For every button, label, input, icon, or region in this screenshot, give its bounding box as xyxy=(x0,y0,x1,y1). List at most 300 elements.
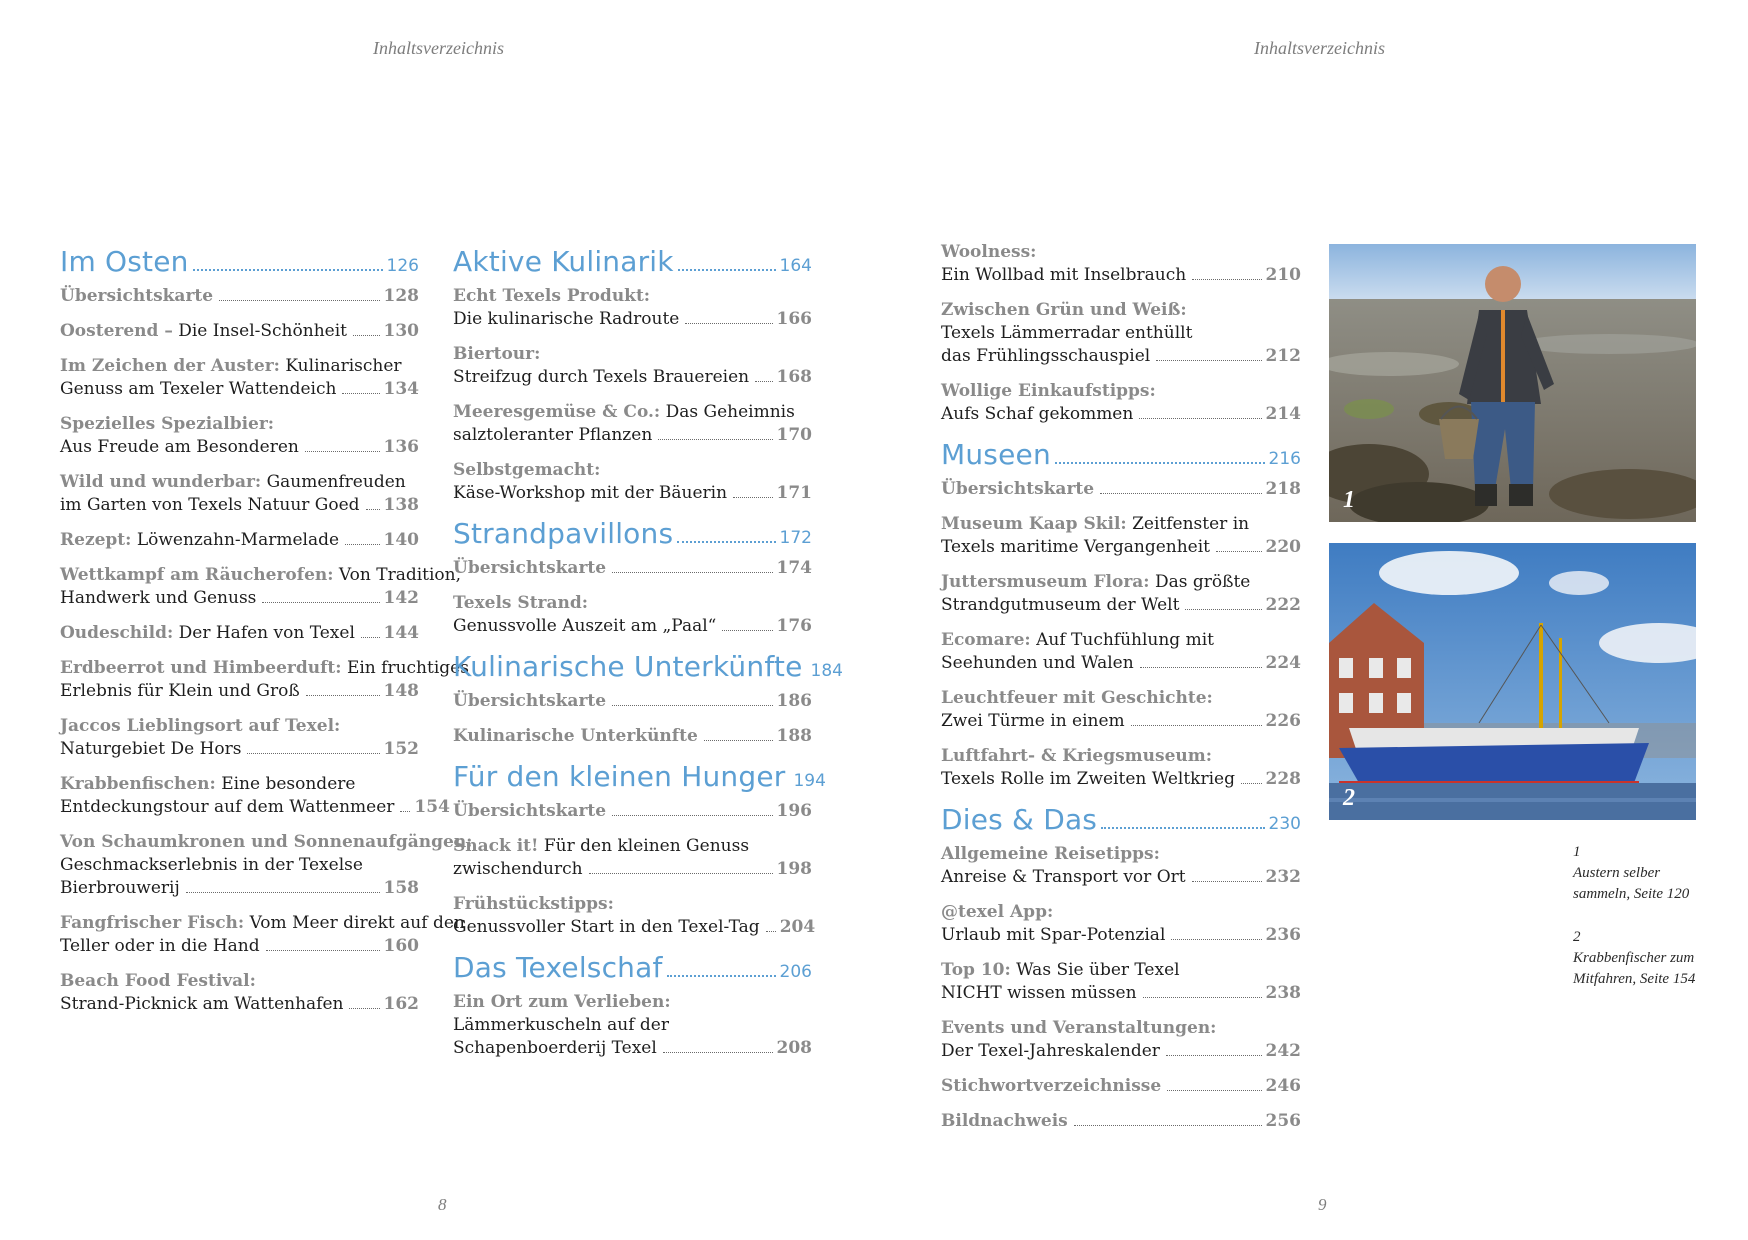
running-head-left: Inhaltsverzeichnis xyxy=(373,38,504,58)
entry-text: zwischendurch xyxy=(453,859,583,879)
entry-page-number: 162 xyxy=(383,994,419,1014)
entry-label: Rezept: xyxy=(60,530,132,550)
entry-text: Geschmackserlebnis in der Texelse xyxy=(60,855,363,875)
toc-entry[interactable] xyxy=(941,513,1301,559)
dot-leader xyxy=(366,509,380,510)
toc-section xyxy=(453,951,812,1060)
toc-entry[interactable] xyxy=(453,800,812,823)
entry-page-number: 228 xyxy=(1265,769,1301,789)
toc-entry-line xyxy=(941,478,1301,501)
entry-page-number: 246 xyxy=(1265,1076,1301,1096)
toc-section xyxy=(453,245,812,505)
entry-text: Die kulinarische Radroute xyxy=(453,309,680,329)
entry-page-number: 204 xyxy=(779,917,816,937)
entry-label: Übersichtskarte xyxy=(453,558,607,578)
entry-page-number: 176 xyxy=(776,616,812,636)
entry-label: Oudeschild: xyxy=(60,623,174,643)
entry-page-number: 214 xyxy=(1265,404,1301,424)
toc-entry-line xyxy=(60,831,473,854)
toc-entry-line xyxy=(941,1040,1301,1063)
entry-text: Genussvoller Start in den Texel-Tag xyxy=(453,917,760,937)
toc-entry[interactable] xyxy=(60,622,419,645)
section-heading[interactable] xyxy=(453,650,843,690)
toc-entry[interactable] xyxy=(941,843,1301,889)
toc-section xyxy=(941,438,1301,791)
entry-label: Allgemeine Reisetipps: xyxy=(941,844,1160,864)
dot-leader xyxy=(685,323,772,324)
entry-text: Lämmerkuscheln auf der xyxy=(453,1015,669,1035)
entry-label: Selbstgemacht: xyxy=(453,460,601,480)
entry-page-number: 144 xyxy=(383,623,419,643)
entry-text: Anreise & Transport vor Ort xyxy=(941,867,1186,887)
toc-entry[interactable] xyxy=(941,901,1301,947)
toc-entry[interactable] xyxy=(453,725,812,748)
entry-text: Erlebnis für Klein und Groß xyxy=(60,681,300,701)
entry-label: Biertour: xyxy=(453,344,541,364)
section-heading[interactable] xyxy=(453,245,812,285)
toc-entry-line xyxy=(453,285,812,308)
entry-text: salztoleranter Pflanzen xyxy=(453,425,653,445)
section-heading[interactable] xyxy=(941,438,1301,478)
dot-leader xyxy=(349,1008,379,1009)
entry-text: Zeitfenster in xyxy=(1126,514,1250,534)
toc-entry-line xyxy=(60,854,419,877)
toc-entry-line xyxy=(60,587,419,610)
toc-entry-line xyxy=(941,571,1301,594)
toc-section xyxy=(60,245,473,1016)
section-title: Kulinarische Unterkünfte xyxy=(453,650,803,683)
entry-text: Entdeckungstour auf dem Wattenmeer xyxy=(60,797,395,817)
entry-label: Von Schaumkronen und Sonnenaufgängen: xyxy=(60,832,473,852)
entry-label: Events und Veranstaltungen: xyxy=(941,1018,1217,1038)
entry-page-number: 212 xyxy=(1265,346,1301,366)
toc-entry[interactable] xyxy=(941,687,1301,733)
dot-leader xyxy=(1100,493,1261,494)
toc-column-2 xyxy=(453,245,843,1072)
entry-page-number: 188 xyxy=(776,726,812,746)
entry-page-number: 232 xyxy=(1265,867,1301,887)
toc-entry-line xyxy=(941,924,1301,947)
dot-leader xyxy=(1167,1090,1261,1091)
toc-entry[interactable] xyxy=(453,459,812,505)
entry-page-number: 158 xyxy=(383,878,419,898)
entry-text: Der Hafen von Texel xyxy=(173,623,355,643)
entry-text: Das größte xyxy=(1149,572,1251,592)
entry-page-number: 198 xyxy=(776,859,812,879)
entry-label: Beach Food Festival: xyxy=(60,971,256,991)
toc-section xyxy=(453,650,843,748)
toc-entry-line xyxy=(60,738,419,761)
entry-label: Frühstückstipps: xyxy=(453,894,614,914)
toc-entry-line xyxy=(60,680,419,703)
entry-label: Fangfrischer Fisch: xyxy=(60,913,245,933)
toc-entry-line xyxy=(941,345,1301,368)
toc-entry[interactable] xyxy=(941,745,1301,791)
toc-entry-line xyxy=(941,322,1301,345)
dot-leader xyxy=(400,811,410,812)
running-head-right: Inhaltsverzeichnis xyxy=(1254,38,1385,58)
toc-entry[interactable] xyxy=(453,557,812,580)
entry-page-number: 140 xyxy=(383,530,419,550)
entry-label: Zwischen Grün und Weiß: xyxy=(941,300,1187,320)
entry-text: Das Geheimnis xyxy=(660,402,795,422)
toc-column-3 xyxy=(941,241,1301,1145)
entry-label: Texels Strand: xyxy=(453,593,589,613)
toc-entry-line xyxy=(941,652,1301,675)
toc-entry-line xyxy=(60,494,419,517)
toc-entry-line xyxy=(60,993,419,1016)
toc-section xyxy=(941,803,1301,1133)
section-page-number: 194 xyxy=(793,771,826,791)
toc-entry-line xyxy=(453,690,812,713)
toc-entry-line xyxy=(60,715,419,738)
entry-text: Von Tradition, xyxy=(333,565,462,585)
toc-entry-line xyxy=(941,768,1301,791)
toc-entry-line xyxy=(453,424,812,447)
dot-leader xyxy=(266,950,380,951)
toc-entry[interactable] xyxy=(60,285,419,308)
entry-label: Bildnachweis xyxy=(941,1111,1068,1131)
toc-entry[interactable] xyxy=(453,690,812,713)
entry-text: Genuss am Texeler Wattendeich xyxy=(60,379,337,399)
toc-entry[interactable] xyxy=(941,1017,1301,1063)
section-heading[interactable] xyxy=(60,245,419,285)
dot-leader xyxy=(678,268,776,271)
dot-leader xyxy=(1139,418,1261,419)
toc-entry[interactable] xyxy=(453,893,816,939)
toc-entry-line xyxy=(941,513,1301,536)
entry-text: das Frühlingsschauspiel xyxy=(941,346,1151,366)
section-page-number: 126 xyxy=(386,256,419,276)
toc-entry-line xyxy=(941,536,1301,559)
entry-text: im Garten von Texels Natuur Goed xyxy=(60,495,360,515)
toc-entry[interactable] xyxy=(60,773,450,819)
entry-page-number: 148 xyxy=(383,681,419,701)
toc-entry[interactable] xyxy=(453,343,812,389)
dot-leader xyxy=(1192,881,1262,882)
entry-label: Echt Texels Produkt: xyxy=(453,286,651,306)
dot-leader xyxy=(1055,461,1265,464)
entry-label: Wettkampf am Räucherofen: xyxy=(60,565,334,585)
entry-page-number: 236 xyxy=(1265,925,1301,945)
entry-page-number: 128 xyxy=(383,286,419,306)
entry-text: Zwei Türme in einem xyxy=(941,711,1125,731)
entry-label: Übersichtskarte xyxy=(453,801,607,821)
toc-entry-line xyxy=(453,800,812,823)
toc-entry[interactable] xyxy=(60,355,419,401)
toc-entry[interactable] xyxy=(60,413,419,459)
toc-entry-line xyxy=(453,858,812,881)
toc-entry-line xyxy=(453,401,812,424)
dot-leader xyxy=(247,753,379,754)
toc-entry-line xyxy=(60,413,419,436)
toc-entry[interactable] xyxy=(941,299,1301,368)
dot-leader xyxy=(677,540,775,543)
section-title: Strandpavillons xyxy=(453,517,674,550)
toc-entry[interactable] xyxy=(453,401,812,447)
entry-page-number: 218 xyxy=(1265,479,1301,499)
section-page-number: 172 xyxy=(779,528,812,548)
dot-leader xyxy=(1131,725,1262,726)
entry-label: Jaccos Lieblingsort auf Texel: xyxy=(60,716,341,736)
entry-text: Käse-Workshop mit der Bäuerin xyxy=(453,483,728,503)
toc-entry[interactable] xyxy=(60,831,473,900)
entry-text: Ein fruchtiges xyxy=(341,658,469,678)
section-title: Dies & Das xyxy=(941,803,1098,836)
section-page-number: 216 xyxy=(1268,449,1301,469)
toc-entry-line xyxy=(453,991,812,1014)
toc-entry-line xyxy=(453,343,812,366)
dot-leader xyxy=(342,393,379,394)
photo-number-2: 2 xyxy=(1343,785,1355,811)
entry-label: Wild und wunderbar: xyxy=(60,472,262,492)
toc-entry[interactable] xyxy=(60,471,419,517)
toc-entry-line xyxy=(60,564,462,587)
toc-entry-line xyxy=(60,796,450,819)
entry-label: Woolness: xyxy=(941,242,1037,262)
caption-2-line-2: Mitfahren, Seite 154 xyxy=(1573,971,1696,987)
dot-leader xyxy=(1074,1125,1262,1126)
toc-entry-line xyxy=(453,916,816,939)
entry-text: Urlaub mit Spar-Potenzial xyxy=(941,925,1166,945)
entry-text: Seehunden und Walen xyxy=(941,653,1134,673)
toc-entry-line xyxy=(453,459,812,482)
toc-entry-line xyxy=(941,687,1301,710)
toc-column-1 xyxy=(60,245,473,1028)
dot-leader xyxy=(704,740,773,741)
entry-label: Ein Ort zum Verlieben: xyxy=(453,992,671,1012)
entry-page-number: 224 xyxy=(1265,653,1301,673)
entry-text: Der Texel-Jahreskalender xyxy=(941,1041,1160,1061)
entry-page-number: 208 xyxy=(776,1038,812,1058)
toc-entry[interactable] xyxy=(941,241,1301,287)
entry-page-number: 222 xyxy=(1265,595,1301,615)
entry-page-number: 171 xyxy=(776,483,812,503)
caption-1 xyxy=(1573,842,1689,905)
toc-section xyxy=(453,517,812,638)
entry-label: Museum Kaap Skil: xyxy=(941,514,1127,534)
dot-leader xyxy=(1166,1055,1262,1056)
section-title: Museen xyxy=(941,438,1051,471)
toc-entry-line xyxy=(60,773,419,796)
toc-entry[interactable] xyxy=(941,571,1301,617)
entry-page-number: 196 xyxy=(776,801,812,821)
toc-entry-line xyxy=(941,380,1301,403)
toc-entry[interactable] xyxy=(60,529,419,552)
entry-text: Ein Wollbad mit Inselbrauch xyxy=(941,265,1187,285)
photo-oyster-collector xyxy=(1329,244,1696,522)
entry-label: Top 10: xyxy=(941,960,1011,980)
entry-label: Stichwortverzeichnisse xyxy=(941,1076,1162,1096)
entry-label: Spezielles Spezialbier: xyxy=(60,414,275,434)
toc-entry-line xyxy=(453,835,812,858)
toc-entry[interactable] xyxy=(453,285,812,331)
toc-entry[interactable] xyxy=(941,1075,1301,1098)
dot-leader xyxy=(733,497,772,498)
toc-entry-line xyxy=(60,436,419,459)
shrimp-boat-image xyxy=(1329,543,1696,820)
dot-leader xyxy=(361,637,380,638)
dot-leader xyxy=(353,335,380,336)
dot-leader xyxy=(306,695,380,696)
dot-leader xyxy=(1185,609,1261,610)
toc-entry-line xyxy=(60,970,419,993)
section-heading[interactable] xyxy=(941,803,1301,843)
toc-entry-line xyxy=(941,745,1301,768)
dot-leader xyxy=(1140,667,1262,668)
toc-entry-line xyxy=(453,1014,812,1037)
entry-label: Übersichtskarte xyxy=(453,691,607,711)
dot-leader xyxy=(262,602,379,603)
toc-section xyxy=(941,241,1301,426)
section-heading[interactable] xyxy=(453,760,826,800)
toc-entry-line xyxy=(453,615,812,638)
toc-entry-line xyxy=(941,403,1301,426)
section-heading[interactable] xyxy=(453,517,812,557)
entry-text: Für den kleinen Genuss xyxy=(538,836,750,856)
caption-1-line-1: Austern selber xyxy=(1573,865,1661,881)
toc-entry-line xyxy=(60,657,469,680)
dot-leader xyxy=(1101,826,1264,829)
toc-entry-line xyxy=(60,935,419,958)
caption-1-number: 1 xyxy=(1573,844,1581,860)
toc-entry-line xyxy=(453,1037,812,1060)
dot-leader xyxy=(612,815,772,816)
toc-section xyxy=(453,760,826,939)
dot-leader xyxy=(305,451,380,452)
entry-label: Oosterend – xyxy=(60,321,173,341)
entry-text: Handwerk und Genuss xyxy=(60,588,257,608)
dot-leader xyxy=(1156,360,1261,361)
entry-page-number: 136 xyxy=(383,437,419,457)
toc-entry[interactable] xyxy=(60,912,465,958)
photo-number-1: 1 xyxy=(1343,487,1355,513)
caption-1-line-2: sammeln, Seite 120 xyxy=(1573,886,1690,902)
toc-entry[interactable] xyxy=(941,629,1301,675)
toc-entry[interactable] xyxy=(453,991,812,1060)
entry-label: Wollige Einkaufstipps: xyxy=(941,381,1156,401)
entry-label: Snack it! xyxy=(453,836,539,856)
entry-text: Teller oder in die Hand xyxy=(60,936,260,956)
section-title: Aktive Kulinarik xyxy=(453,245,674,278)
entry-page-number: 186 xyxy=(776,691,812,711)
entry-text: Streifzug durch Texels Brauereien xyxy=(453,367,750,387)
entry-text: Strand-Picknick am Wattenhafen xyxy=(60,994,344,1014)
caption-2-number: 2 xyxy=(1573,929,1581,945)
entry-page-number: 138 xyxy=(383,495,419,515)
entry-label: Kulinarische Unterkünfte xyxy=(453,726,698,746)
section-page-number: 230 xyxy=(1268,814,1301,834)
toc-entry-line xyxy=(941,299,1301,322)
toc-entry-line xyxy=(60,877,419,900)
toc-entry[interactable] xyxy=(60,970,419,1016)
entry-text: Texels maritime Vergangenheit xyxy=(941,537,1211,557)
toc-entry-line xyxy=(453,308,812,331)
dot-leader xyxy=(219,300,379,301)
entry-page-number: 166 xyxy=(776,309,812,329)
toc-entry-line xyxy=(60,355,419,378)
dot-leader xyxy=(667,974,776,977)
entry-text: NICHT wissen müssen xyxy=(941,983,1137,1003)
oyster-collector-image xyxy=(1329,244,1696,522)
dot-leader xyxy=(1171,939,1261,940)
entry-text: Vom Meer direkt auf den xyxy=(244,913,465,933)
page-number-right: 9 xyxy=(1318,1195,1327,1214)
entry-page-number: 142 xyxy=(383,588,419,608)
toc-entry[interactable] xyxy=(941,380,1301,426)
section-title: Für den kleinen Hunger xyxy=(453,760,786,793)
toc-entry[interactable] xyxy=(60,320,419,343)
dot-leader xyxy=(722,630,772,631)
toc-entry-line xyxy=(941,1017,1301,1040)
toc-entry[interactable] xyxy=(453,592,812,638)
toc-entry-line xyxy=(453,592,812,615)
entry-text: Kulinarischer xyxy=(279,356,402,376)
toc-entry-line xyxy=(941,843,1301,866)
toc-entry-line xyxy=(941,1110,1301,1133)
entry-page-number: 226 xyxy=(1265,711,1301,731)
entry-label: @texel App: xyxy=(941,902,1054,922)
entry-label: Juttersmuseum Flora: xyxy=(941,572,1150,592)
entry-text: Bierbrouwerij xyxy=(60,878,180,898)
toc-entry[interactable] xyxy=(60,657,469,703)
dot-leader xyxy=(658,439,772,440)
toc-entry-line xyxy=(60,285,419,308)
toc-entry-line xyxy=(941,982,1301,1005)
entry-page-number: 160 xyxy=(383,936,419,956)
entry-label: Leuchtfeuer mit Geschichte: xyxy=(941,688,1213,708)
entry-page-number: 168 xyxy=(776,367,812,387)
dot-leader xyxy=(766,931,776,932)
toc-entry-line xyxy=(453,557,812,580)
entry-page-number: 238 xyxy=(1265,983,1301,1003)
section-page-number: 164 xyxy=(779,256,812,276)
toc-entry[interactable] xyxy=(941,959,1301,1005)
entry-label: Im Zeichen der Auster: xyxy=(60,356,280,376)
entry-text: Eine besondere xyxy=(215,774,356,794)
toc-entry-line xyxy=(453,366,812,389)
entry-page-number: 170 xyxy=(776,425,812,445)
entry-text: Schapenboerderij Texel xyxy=(453,1038,657,1058)
dot-leader xyxy=(612,572,772,573)
toc-entry[interactable] xyxy=(941,478,1301,501)
dot-leader xyxy=(1192,279,1261,280)
entry-text: Aufs Schaf gekommen xyxy=(941,404,1134,424)
dot-leader xyxy=(1143,997,1262,998)
dot-leader xyxy=(1241,783,1262,784)
toc-entry-line xyxy=(941,901,1301,924)
section-heading[interactable] xyxy=(453,951,812,991)
toc-entry[interactable] xyxy=(60,715,419,761)
entry-label: Luftfahrt- & Kriegsmuseum: xyxy=(941,746,1213,766)
entry-label: Krabbenfischen: xyxy=(60,774,216,794)
toc-entry-line xyxy=(941,866,1301,889)
toc-entry[interactable] xyxy=(60,564,462,610)
photo-shrimp-boat xyxy=(1329,543,1696,820)
toc-entry[interactable] xyxy=(941,1110,1301,1133)
toc-entry[interactable] xyxy=(453,835,812,881)
entry-page-number: 220 xyxy=(1265,537,1301,557)
toc-entry-line xyxy=(941,241,1301,264)
toc-entry-line xyxy=(941,264,1301,287)
section-page-number: 206 xyxy=(779,962,812,982)
toc-entry-line xyxy=(60,622,419,645)
entry-text: Texels Lämmerradar enthüllt xyxy=(941,323,1193,343)
section-page-number: 184 xyxy=(810,661,843,681)
toc-entry-line xyxy=(60,912,465,935)
dot-leader xyxy=(186,892,380,893)
dot-leader xyxy=(193,268,383,271)
